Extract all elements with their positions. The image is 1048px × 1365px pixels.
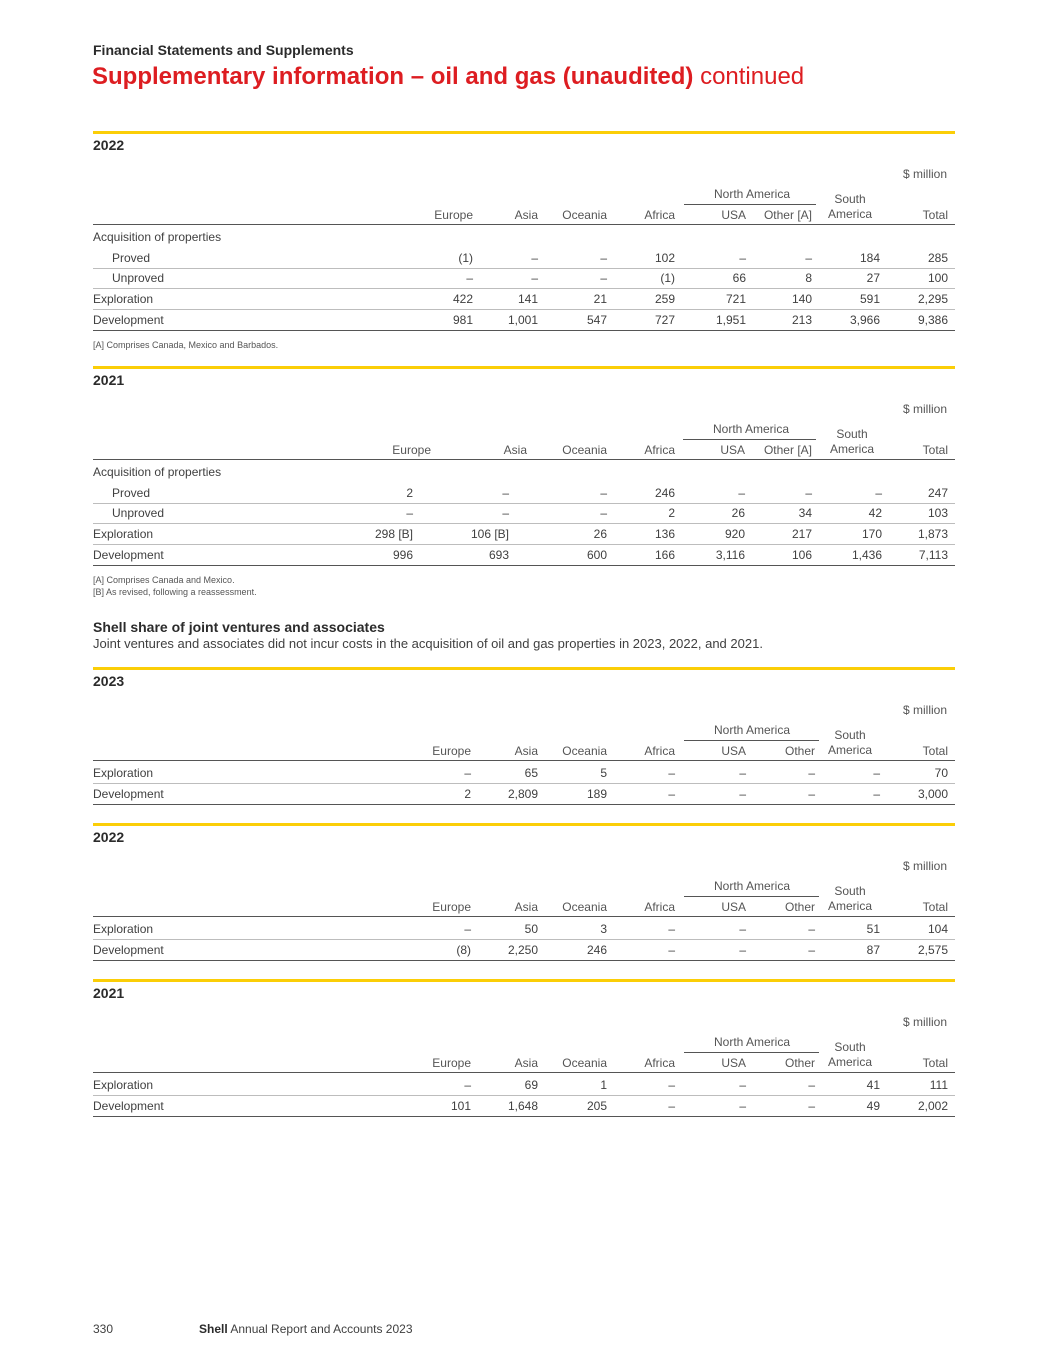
table-cell: 102 — [654, 250, 675, 265]
table-cell: – — [808, 1078, 815, 1092]
table-cell: – — [668, 1078, 675, 1092]
page-number: 330 — [93, 1322, 114, 1336]
footer-publication — [199, 1322, 413, 1336]
row-label: Acquisition of properties — [93, 230, 222, 244]
america-label: America — [828, 207, 873, 221]
table-cell: (1) — [458, 250, 473, 265]
table-cell: 141 — [517, 292, 538, 307]
table-cell: – — [875, 485, 882, 500]
south-america-header — [828, 192, 872, 222]
america-label: America — [828, 899, 873, 913]
table-cell: – — [808, 1098, 815, 1113]
table-cell: – — [531, 250, 538, 265]
table-cell: 9,386 — [917, 312, 948, 327]
table-cell: 3,000 — [917, 786, 948, 801]
america-label: America — [828, 1055, 873, 1069]
table-year-heading: 2022 — [93, 137, 125, 153]
table-cell: 5 — [600, 766, 607, 780]
row-label: Exploration — [93, 1078, 154, 1092]
table-row — [93, 940, 955, 961]
column-header-usa: USA — [721, 1056, 746, 1070]
south-america-header — [828, 884, 872, 914]
section-label: Financial Statements and Supplements — [93, 42, 354, 58]
column-header-europe: Europe — [432, 1056, 471, 1070]
row-label: Exploration — [93, 527, 154, 542]
data-table-2021 — [93, 979, 955, 1159]
row-label: Proved — [112, 485, 151, 500]
table-row — [93, 1096, 955, 1117]
column-header-other: Other — [784, 900, 815, 914]
table-cell: – — [739, 1078, 746, 1092]
column-header-asia: Asia — [514, 744, 538, 758]
table-cell: 21 — [593, 292, 607, 307]
column-header-other: Other — [784, 744, 815, 758]
north-america-rule — [684, 204, 816, 205]
table-cell: 547 — [586, 312, 607, 327]
table-cell: 2 — [406, 485, 413, 500]
table-cell: 1,436 — [851, 547, 882, 562]
south-label: South — [834, 192, 866, 206]
table-cell: – — [739, 250, 746, 265]
table-cell: 721 — [725, 292, 746, 307]
table-cell: 996 — [392, 547, 413, 562]
table-cell: 49 — [866, 1098, 880, 1113]
table-cell: – — [739, 942, 746, 957]
table-cell: 213 — [791, 312, 812, 327]
column-header-europe: Europe — [392, 443, 431, 457]
row-label: Development — [93, 547, 164, 562]
table-row — [93, 289, 955, 310]
footnote: [B] As revised, following a reassessment. — [93, 587, 257, 597]
table-cell: 8 — [805, 271, 812, 286]
table-cell: 2 — [668, 506, 675, 521]
jv-section-heading: Shell share of joint ventures and associates — [93, 619, 385, 635]
column-header-africa: Africa — [644, 208, 675, 222]
table-cell: – — [464, 922, 471, 936]
table-cell: 3,116 — [715, 547, 745, 562]
table-cell: 727 — [654, 312, 675, 327]
table-top-rule — [93, 366, 955, 369]
table-cell: 1,951 — [715, 312, 746, 327]
table-cell: – — [739, 786, 746, 801]
table-cell: 205 — [586, 1098, 607, 1113]
header-rule — [93, 1072, 955, 1073]
table-top-rule — [93, 823, 955, 826]
unit-label: $ million — [902, 859, 947, 873]
table-cell: – — [600, 506, 607, 521]
table-row — [93, 784, 955, 805]
table-cell: 285 — [927, 250, 948, 265]
table-cell: 69 — [524, 1078, 538, 1092]
table-cell: 422 — [452, 292, 473, 307]
table-cell: 50 — [524, 922, 538, 936]
table-row — [93, 503, 955, 524]
unit-label: $ million — [902, 167, 947, 181]
table-cell: 1,873 — [917, 527, 948, 542]
unit-label: $ million — [902, 402, 947, 416]
column-header-oceania: Oceania — [562, 900, 607, 914]
table-cell: 170 — [861, 527, 882, 542]
table-cell: – — [805, 485, 812, 500]
page-title-main: Supplementary information – oil and gas (unaudited) — [92, 63, 694, 90]
south-america-header — [828, 728, 872, 758]
column-header-oceania: Oceania — [562, 443, 607, 457]
north-america-rule — [684, 740, 819, 741]
table-cell: 246 — [586, 942, 607, 957]
column-header-other-a: Other [A] — [763, 208, 812, 222]
header-rule — [93, 224, 955, 225]
table-cell: 298 [B] — [374, 527, 413, 542]
table-cell: – — [531, 271, 538, 286]
table-cell: 1,648 — [507, 1098, 538, 1113]
table-year-heading: 2022 — [93, 829, 125, 845]
table-year-heading: 2021 — [93, 985, 125, 1001]
table-cell: 189 — [586, 786, 607, 801]
column-header-total: Total — [922, 744, 948, 758]
south-label: South — [834, 1040, 866, 1054]
table-cell: – — [739, 1098, 746, 1113]
table-cell: – — [502, 506, 509, 521]
table-cell: – — [808, 942, 815, 957]
table-cell: 51 — [866, 922, 880, 936]
table-cell: – — [668, 922, 675, 936]
table-cell: – — [873, 766, 880, 780]
column-header-other: Other — [784, 1056, 815, 1070]
north-america-rule — [683, 439, 816, 440]
table-cell: – — [406, 506, 413, 521]
column-header-asia: Asia — [514, 208, 538, 222]
table-cell: 2,002 — [917, 1098, 948, 1113]
table-cell: – — [738, 485, 745, 500]
row-label: Development — [93, 942, 164, 957]
north-america-header: North America — [713, 723, 791, 737]
table-cell: 140 — [791, 292, 812, 307]
column-header-africa: Africa — [644, 744, 675, 758]
table-row — [93, 919, 955, 940]
column-header-africa: Africa — [644, 900, 675, 914]
table-cell: – — [466, 271, 473, 286]
table-cell: (1) — [660, 271, 675, 286]
south-america-header — [828, 1040, 872, 1070]
footer-brand-name: Shell — [199, 1322, 228, 1336]
table-row — [93, 545, 955, 566]
data-table-2021 — [93, 366, 955, 605]
column-header-usa: USA — [721, 208, 746, 222]
column-header-europe: Europe — [434, 208, 473, 222]
table-cell: 26 — [731, 506, 745, 521]
table-cell: 41 — [866, 1078, 880, 1092]
column-header-asia: Asia — [514, 1056, 538, 1070]
table-cell: 42 — [868, 506, 882, 521]
table-cell: 247 — [927, 485, 948, 500]
table-cell: – — [600, 485, 607, 500]
table-cell: 106 [B] — [470, 527, 509, 542]
table-cell: 217 — [791, 527, 812, 542]
column-header-europe: Europe — [432, 900, 471, 914]
column-header-total: Total — [922, 1056, 948, 1070]
data-table-2022 — [93, 131, 955, 370]
footnote: [A] Comprises Canada and Mexico. — [93, 575, 235, 585]
column-header-usa: USA — [721, 744, 746, 758]
table-cell: – — [600, 250, 607, 265]
table-cell: – — [805, 250, 812, 265]
north-america-header: North America — [712, 422, 790, 436]
table-cell: – — [668, 786, 675, 801]
south-america-header — [830, 427, 874, 457]
table-cell: – — [668, 1098, 675, 1113]
row-label: Proved — [112, 250, 151, 265]
footer-publication-title: Annual Report and Accounts 2023 — [230, 1322, 413, 1336]
column-header-africa: Africa — [644, 1056, 675, 1070]
table-top-rule — [93, 131, 955, 134]
table-row — [93, 268, 955, 289]
table-cell: 2 — [464, 786, 471, 801]
row-label: Unproved — [112, 506, 165, 521]
unit-label: $ million — [902, 703, 947, 717]
column-header-oceania: Oceania — [562, 208, 607, 222]
north-america-rule — [684, 896, 819, 897]
column-header-oceania: Oceania — [562, 1056, 607, 1070]
table-row — [93, 462, 955, 482]
table-cell: – — [600, 271, 607, 286]
table-cell: 246 — [654, 485, 675, 500]
table-cell: 259 — [654, 292, 675, 307]
row-label: Exploration — [93, 292, 154, 307]
table-cell: – — [739, 766, 746, 780]
table-cell: 981 — [452, 312, 473, 327]
table-cell: 184 — [859, 250, 880, 265]
table-cell: 591 — [859, 292, 880, 307]
data-table-2023 — [93, 667, 955, 847]
table-cell: 27 — [866, 271, 880, 286]
table-row — [93, 248, 955, 269]
north-america-header: North America — [713, 1035, 791, 1049]
header-rule — [93, 459, 955, 460]
table-cell: 2,809 — [507, 786, 538, 801]
table-cell: 111 — [929, 1078, 948, 1092]
jv-section-text: Joint ventures and associates did not incur costs in the acquisition of oil and gas properties in 2023, 2022, and 2021. — [93, 636, 763, 651]
table-cell: 2,250 — [507, 942, 538, 957]
data-table-2022 — [93, 823, 955, 1003]
row-label: Exploration — [93, 922, 154, 936]
table-cell: 3 — [600, 922, 607, 936]
table-cell: 100 — [927, 271, 948, 286]
column-header-usa: USA — [721, 900, 746, 914]
row-label: Development — [93, 786, 164, 801]
north-america-header: North America — [713, 879, 791, 893]
table-cell: 26 — [593, 527, 607, 542]
table-cell: 34 — [798, 506, 812, 521]
table-cell: 693 — [488, 547, 509, 562]
table-top-rule — [93, 979, 955, 982]
table-year-heading: 2021 — [93, 372, 125, 388]
unit-label: $ million — [902, 1015, 947, 1029]
table-cell: 104 — [927, 922, 948, 936]
column-header-africa: Africa — [644, 443, 675, 457]
table-cell: – — [808, 766, 815, 780]
table-cell: (8) — [456, 942, 471, 957]
south-label: South — [834, 884, 866, 898]
column-header-asia: Asia — [514, 900, 538, 914]
table-cell: – — [464, 1078, 471, 1092]
table-cell: 70 — [934, 766, 948, 780]
south-label: South — [834, 728, 866, 742]
page-title — [92, 63, 804, 91]
column-header-total: Total — [922, 208, 948, 222]
table-cell: – — [464, 766, 471, 780]
table-cell: 101 — [450, 1098, 471, 1113]
table-cell: 920 — [724, 527, 745, 542]
table-cell: 2,575 — [917, 942, 948, 957]
table-cell: 106 — [791, 547, 812, 562]
header-rule — [93, 760, 955, 761]
column-header-total: Total — [922, 900, 948, 914]
column-header-usa: USA — [720, 443, 745, 457]
table-cell: 600 — [586, 547, 607, 562]
table-cell: 3,966 — [849, 312, 880, 327]
table-cell: – — [668, 766, 675, 780]
footnote: [A] Comprises Canada, Mexico and Barbados. — [93, 340, 279, 350]
table-cell: 166 — [654, 547, 675, 562]
table-cell: 103 — [927, 506, 948, 521]
south-label: South — [836, 427, 868, 441]
column-header-asia: Asia — [503, 443, 527, 457]
table-cell: – — [808, 922, 815, 936]
table-top-rule — [93, 667, 955, 670]
table-row — [93, 763, 955, 784]
column-header-total: Total — [922, 443, 948, 457]
row-label: Development — [93, 312, 164, 327]
america-label: America — [830, 442, 875, 456]
table-cell: 65 — [524, 766, 538, 780]
table-cell: 7,113 — [918, 547, 948, 562]
table-cell: 2,295 — [917, 292, 948, 307]
table-year-heading: 2023 — [93, 673, 125, 689]
column-header-europe: Europe — [432, 744, 471, 758]
america-label: America — [828, 743, 873, 757]
table-cell: – — [808, 786, 815, 801]
row-label: Acquisition of properties — [93, 465, 222, 479]
table-row — [93, 310, 955, 331]
row-label: Unproved — [112, 271, 165, 286]
table-cell: 87 — [866, 942, 880, 957]
column-header-other-a: Other [A] — [763, 443, 812, 457]
column-header-oceania: Oceania — [562, 744, 607, 758]
row-label: Development — [93, 1098, 164, 1113]
header-rule — [93, 916, 955, 917]
table-cell: – — [502, 485, 509, 500]
table-cell: – — [739, 922, 746, 936]
table-row — [93, 227, 955, 247]
table-cell: 66 — [732, 271, 746, 286]
row-label: Exploration — [93, 766, 154, 780]
table-cell: 1 — [600, 1078, 607, 1092]
table-cell: – — [873, 786, 880, 801]
page-title-continued: continued — [700, 63, 805, 90]
north-america-rule — [684, 1052, 819, 1053]
table-row — [93, 524, 955, 545]
table-row — [93, 483, 955, 504]
table-cell: – — [668, 942, 675, 957]
table-row — [93, 1075, 955, 1096]
table-cell: 1,001 — [507, 312, 538, 327]
table-cell: 136 — [654, 527, 675, 542]
north-america-header: North America — [713, 187, 791, 201]
